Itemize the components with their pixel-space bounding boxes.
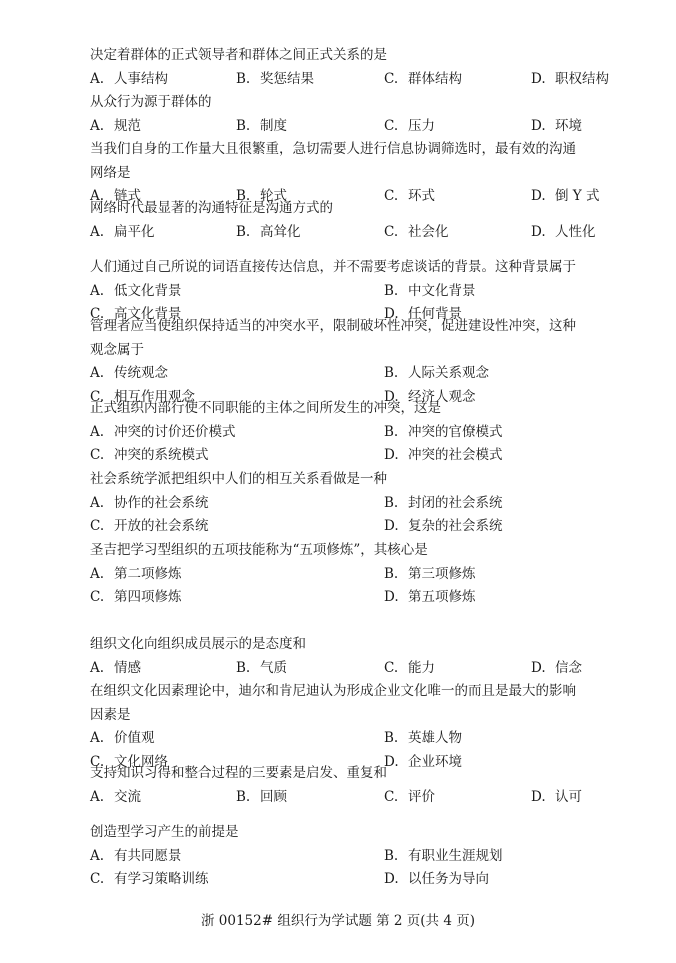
option-letter: D. [384, 589, 399, 605]
option-d [531, 221, 596, 245]
option-text: 封闭的社会系统 [408, 494, 503, 511]
option-letter: C. [90, 306, 105, 322]
option-text: 低文化背景 [114, 282, 182, 299]
option-letter: A. [90, 188, 105, 204]
option-letter: A. [90, 282, 105, 299]
option-letter: C. [90, 871, 105, 887]
option-text: 奖惩结果 [260, 70, 314, 87]
option-letter: D. [384, 871, 399, 887]
option-c [90, 868, 209, 892]
option-letter: C. [90, 447, 105, 463]
option-letter: B. [384, 282, 399, 299]
option-text: 信念 [555, 659, 582, 676]
option-letter: A. [90, 423, 105, 440]
option-text: 环式 [408, 188, 435, 204]
option-text: 英雄人物 [408, 730, 462, 746]
option-text: 群体结构 [408, 70, 462, 87]
option-letter: A. [90, 730, 105, 746]
option-text: 价值观 [114, 730, 155, 746]
option-text: 回顾 [260, 788, 287, 805]
option-letter: D. [531, 223, 546, 240]
option-letter: A. [90, 70, 105, 87]
option-text: 情感 [114, 659, 141, 676]
option-letter: C. [90, 518, 105, 534]
option-b [384, 563, 476, 587]
option-letter: C. [384, 70, 399, 87]
option-letter: A. [90, 365, 105, 381]
question-text: 圣吉把学习型组织的五项技能称为“五项修炼”，其核心是 [90, 542, 428, 558]
option-a [90, 845, 182, 869]
option-letter: B. [236, 70, 251, 87]
option-letter: C. [90, 589, 105, 605]
option-letter: D. [531, 788, 546, 805]
question-text: 当我们自身的工作量大且很繁重，急切需要人进行信息协调筛选时，最有效的沟通 [90, 141, 576, 157]
question-text: 因素是 [90, 706, 131, 723]
option-text: 传统观念 [114, 365, 168, 381]
option-c [90, 515, 209, 539]
option-text: 社会化 [408, 223, 449, 240]
option-text: 高文化背景 [114, 306, 182, 322]
option-text: 冲突的系统模式 [114, 447, 209, 463]
option-letter: C. [90, 753, 105, 770]
option-letter: B. [236, 188, 251, 204]
option-b [236, 68, 314, 92]
option-b [236, 786, 287, 810]
option-a [90, 727, 155, 751]
option-letter: C. [384, 117, 399, 134]
question-text: 正式组织内部行使不同职能的主体之间所发生的冲突，这是 [90, 400, 441, 416]
option-text: 文化网络 [114, 753, 168, 770]
option-text: 第四项修炼 [114, 589, 182, 605]
question-text: 在组织文化因素理论中，迪尔和肯尼迪认为形成企业文化唯一的而且是最大的影响 [90, 683, 576, 699]
option-text: 扁平化 [114, 223, 155, 240]
option-d [384, 444, 503, 468]
option-a [90, 786, 141, 810]
option-text: 冲突的官僚模式 [408, 423, 503, 440]
option-letter: B. [384, 365, 399, 381]
option-a [90, 68, 168, 92]
option-text: 职权结构 [555, 70, 609, 87]
option-text: 有职业生涯规划 [408, 847, 503, 864]
option-letter: B. [384, 847, 399, 864]
option-letter: A. [90, 659, 105, 676]
option-text: 气质 [260, 659, 287, 676]
option-letter: C. [384, 788, 399, 805]
option-text: 协作的社会系统 [114, 494, 209, 511]
option-letter: D. [531, 117, 546, 134]
question-text: 观念属于 [90, 341, 144, 358]
option-letter: B. [384, 494, 399, 511]
option-letter: D. [384, 447, 399, 463]
option-d [531, 115, 582, 139]
option-a [90, 563, 182, 587]
option-text: 企业环境 [408, 753, 462, 770]
question-text: 网络时代最显著的沟通特征是沟通方式的 [90, 200, 333, 216]
option-text: 能力 [408, 659, 435, 676]
question-text: 创造型学习产生的前提是 [90, 824, 239, 840]
option-letter: B. [384, 730, 399, 746]
option-b [384, 845, 503, 869]
option-text: 相互作用观念 [114, 388, 195, 405]
option-letter: A. [90, 494, 105, 511]
question-text: 支持知识习得和整合过程的三要素是启发、重复和 [90, 765, 387, 781]
option-text: 冲突的讨价还价模式 [114, 423, 236, 440]
option-d [384, 868, 489, 892]
option-a [90, 657, 141, 681]
option-letter: B. [384, 565, 399, 582]
option-text: 冲突的社会模式 [408, 447, 503, 463]
option-b [384, 362, 489, 386]
option-text: 制度 [260, 117, 287, 134]
option-text: 第二项修炼 [114, 565, 182, 582]
option-d [384, 751, 462, 775]
option-letter: B. [236, 223, 251, 240]
option-a [90, 362, 168, 386]
page-corner-mark [660, 2, 664, 6]
option-text: 环境 [555, 117, 582, 134]
option-text: 规范 [114, 117, 141, 134]
option-text: 高耸化 [260, 223, 301, 240]
option-c [384, 221, 449, 245]
option-letter: D. [384, 753, 399, 770]
option-text: 链式 [114, 188, 141, 204]
option-d [531, 786, 582, 810]
question-text: 组织文化向组织成员展示的是态度和 [90, 636, 306, 652]
option-a [90, 221, 155, 245]
option-text: 任何背景 [408, 306, 462, 322]
option-letter: D. [384, 388, 399, 405]
option-letter: D. [384, 518, 399, 534]
option-d [384, 515, 503, 539]
option-text: 有学习策略训练 [114, 871, 209, 887]
question-text: 决定着群体的正式领导者和群体之间正式关系的是 [90, 47, 387, 63]
option-letter: D. [531, 188, 546, 204]
option-text: 复杂的社会系统 [408, 518, 503, 534]
option-c [384, 786, 435, 810]
option-b [236, 657, 287, 681]
option-letter: B. [236, 117, 251, 134]
option-text: 人性化 [555, 223, 596, 240]
option-text: 第五项修炼 [408, 589, 476, 605]
option-a [90, 280, 182, 304]
option-text: 压力 [408, 117, 435, 134]
option-text: 第三项修炼 [408, 565, 476, 582]
option-letter: C. [384, 188, 399, 204]
option-b [384, 492, 503, 516]
option-text: 有共同愿景 [114, 847, 182, 864]
option-letter: A. [90, 223, 105, 240]
option-b [384, 280, 476, 304]
option-letter: C. [384, 659, 399, 676]
question-text: 社会系统学派把组织中人们的相互关系看做是一种 [90, 471, 387, 487]
option-letter: A. [90, 847, 105, 864]
option-b [384, 727, 462, 751]
question-text: 管理者应当使组织保持适当的冲突水平，限制破坏性冲突，促进建设性冲突，这种 [90, 318, 576, 334]
option-text: 人事结构 [114, 70, 168, 87]
page-footer: 浙 00152# 组织行为学试题 第 2 页(共 4 页) [200, 913, 475, 929]
option-d [531, 68, 609, 92]
option-a [90, 492, 209, 516]
option-text: 中文化背景 [408, 282, 476, 299]
option-text: 轮式 [260, 188, 287, 204]
question-text: 网络是 [90, 164, 131, 181]
option-b [236, 115, 287, 139]
option-letter: C. [90, 388, 105, 405]
option-text: 评价 [408, 788, 435, 805]
option-letter: D. [384, 306, 399, 322]
option-b [384, 421, 503, 445]
option-letter: A. [90, 565, 105, 582]
option-letter: B. [384, 423, 399, 440]
option-a [90, 421, 236, 445]
option-d [531, 185, 600, 209]
option-c [384, 68, 462, 92]
question-text: 从众行为源于群体的 [90, 94, 212, 110]
option-text: 以任务为导向 [408, 871, 489, 887]
option-text: 认可 [555, 788, 582, 805]
option-a [90, 115, 141, 139]
option-c [384, 657, 435, 681]
option-letter: A. [90, 117, 105, 134]
option-text: 经济人观念 [408, 388, 476, 405]
option-letter: D. [531, 659, 546, 676]
option-c [384, 185, 435, 209]
option-letter: B. [236, 659, 251, 676]
option-text: 倒 Y 式 [555, 188, 600, 204]
option-text: 人际关系观念 [408, 365, 489, 381]
option-c [90, 586, 182, 610]
option-text: 交流 [114, 788, 141, 805]
option-letter: B. [236, 788, 251, 805]
option-d [531, 657, 582, 681]
option-c [90, 444, 209, 468]
option-text: 开放的社会系统 [114, 518, 209, 534]
option-letter: D. [531, 70, 546, 87]
option-d [384, 586, 476, 610]
option-letter: A. [90, 788, 105, 805]
option-c [384, 115, 435, 139]
option-letter: C. [384, 223, 399, 240]
question-text: 人们通过自己所说的词语直接传达信息，并不需要考虑谈话的背景。这种背景属于 [90, 259, 576, 275]
option-b [236, 221, 301, 245]
